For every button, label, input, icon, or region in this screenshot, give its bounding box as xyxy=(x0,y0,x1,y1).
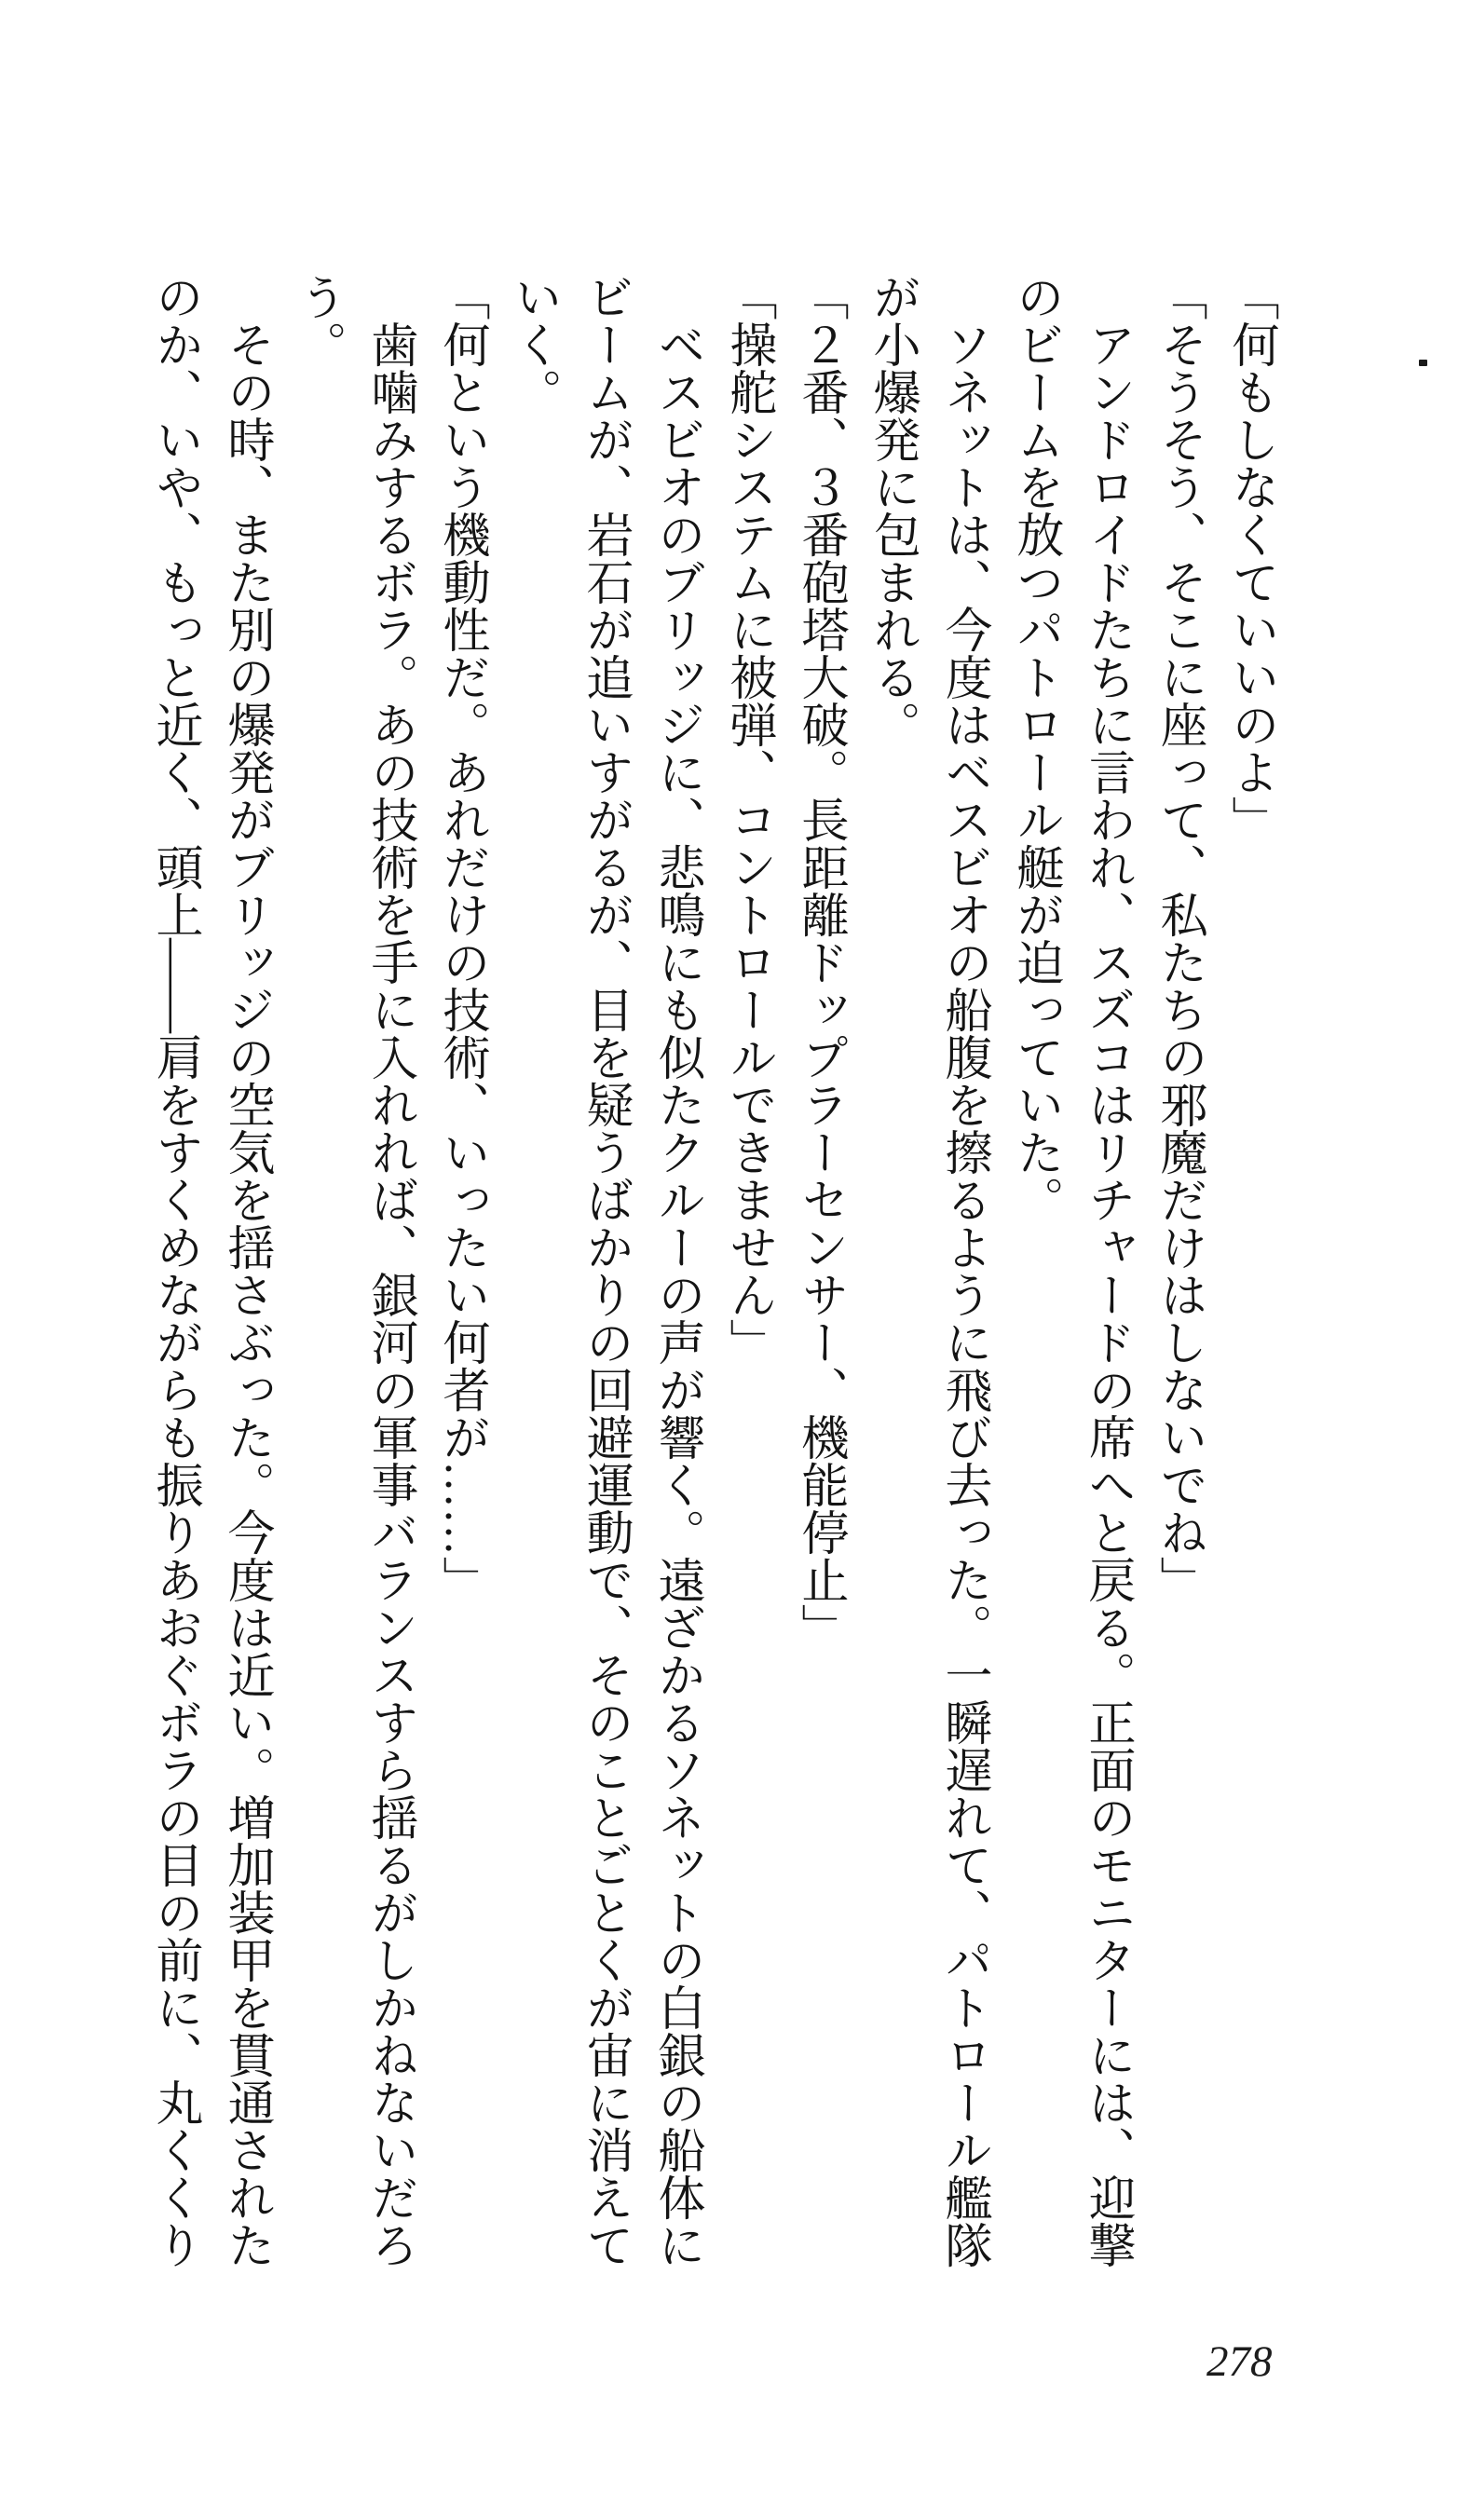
paragraph-quote: 「操舵システムに被弾、コントロールできません」 xyxy=(722,273,774,1366)
paragraph-quote: 「何もしなくていいのよ」 xyxy=(1224,273,1276,843)
paragraph-quote: 「何という機動性だ。あれだけの技術、いったい何者が……」 xyxy=(435,273,487,1603)
paragraph-narrative: アンドロイドたちに言われ、スズコはリチャードの席へと戻る。正面のモニターには、迎撃のビームを放つパトロール艇が迫っていた。 xyxy=(1009,273,1133,2268)
text-block xyxy=(138,273,1286,2271)
paragraph-narrative: 歯噛みするボラ。あの技術を手に入れれば、銀河の軍事バランスすら揺るがしかねないだろう。 xyxy=(292,273,416,2268)
paragraph-quote: 「２番、３番砲塔大破。長距離ドップラーセンサー、機能停止」 xyxy=(794,273,846,1651)
paragraph-quote: 「そうそう、そこに座って、私たちの邪魔だけはしないでね」 xyxy=(1152,273,1205,1603)
paragraph-narrative: ソネットは、今度はベスビオの船腹を擦るように飛び去った。一瞬遅れて、パトロール艦隊が小爆発に包まれる。 xyxy=(865,273,989,2268)
page-number: 278 xyxy=(1206,2337,1273,2386)
ink-speck xyxy=(1419,360,1427,366)
paragraph-narrative: ベスビオのブリッジに、悲鳴にも似たクルーの声が響く。遠ざかるソネットの白銀の船体にビームが、岩石が追いすがるが、目を疑うばかりの回避運動で、そのことごとくが宙に消えていく。 xyxy=(507,273,702,2268)
paragraph-narrative: その時、また別の爆発がブリッジの空気を揺さぶった。今度は近い。増加装甲を貫通されたのか、いや、もっと近く、頭上——肩をすくめながらも振りあおぐボラの目の前に、丸くくり xyxy=(148,273,272,2268)
